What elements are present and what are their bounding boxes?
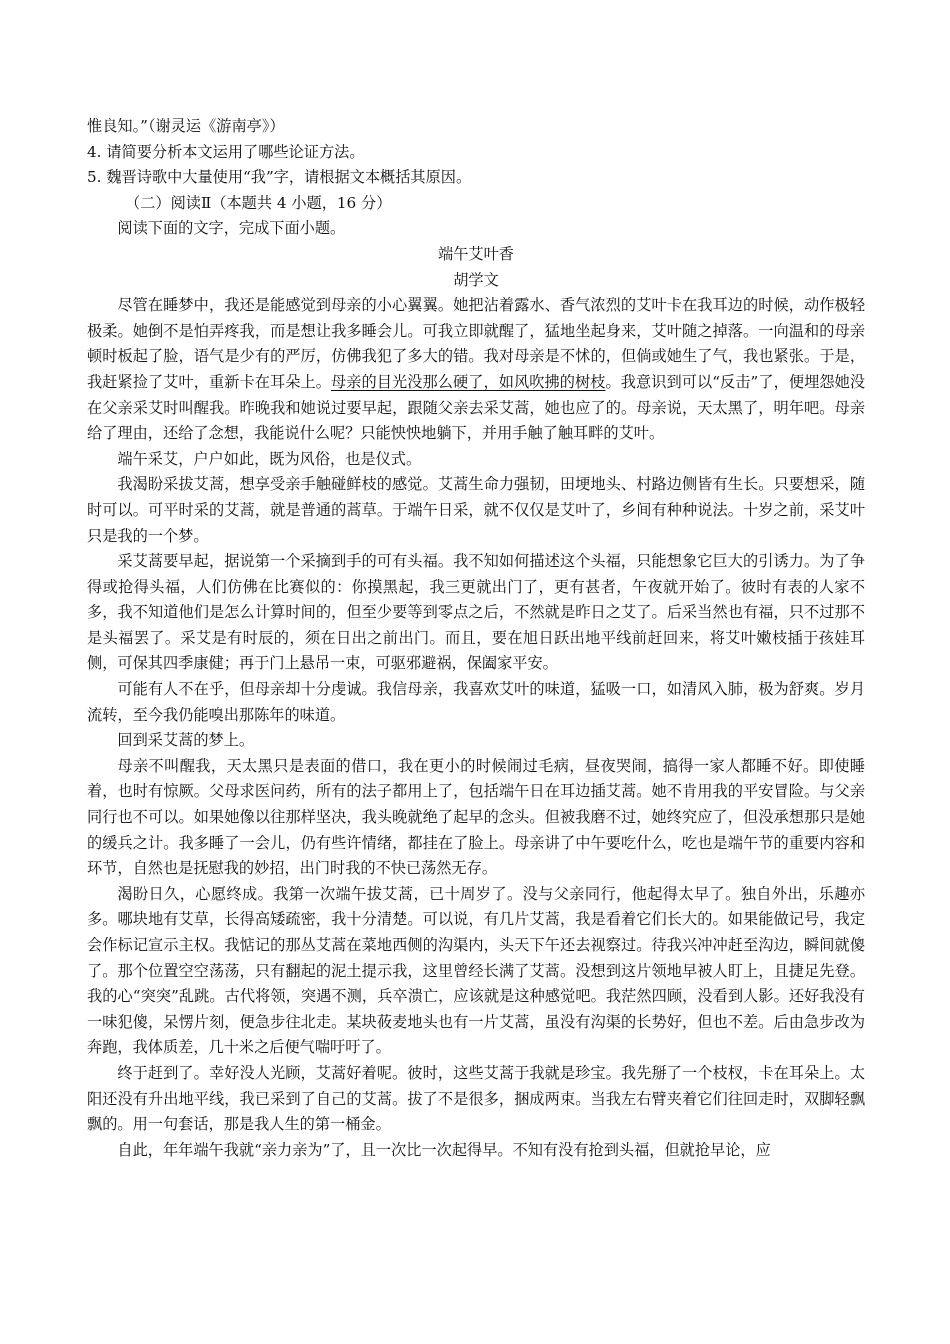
paragraph: 采艾蒿要早起，据说第一个采摘到手的可有头福。我不知如何描述这个头福，只能想象它巨大的引诱力。为了争得或抢得头福，人们仿佛在比赛似的：你摸黑起，我三更就出门了，更有甚者，午夜就开始了。彼时有表的人家不多，我不知道他们是怎么计算时间的，但至少要等到零点之后，不然就是昨日之艾了。后采当然也有福，只不过那不是头福罢了。采艾是有时辰的，须在日出之前出门。而且，要在旭日跃出地平线前赶回来，将艾叶嫩枝插于孩娃耳侧，可保其四季康健；再于门上悬吊一束，可驱邪避祸，保阖家平安。	[87, 552, 865, 673]
paragraph: 可能有人不在乎，但母亲却十分虔诚。我信母亲，我喜欢艾叶的味道，猛吸一口，如清风入肺，极为舒爽。岁月流转，至今我仍能嗅出那陈年的味道。	[87, 680, 865, 724]
section-heading: （二）阅读Ⅱ（本题共 4 小题，16 分）	[125, 193, 392, 212]
paragraph-1-text-a: 尽管在睡梦中，我还是能感觉到母亲的小心翼翼。她把沾着露水、香气浓烈的艾叶卡在我耳边的时候，动作极轻极柔。她倒不是怕弄疼我，而是想让我多睡会儿。可我立即就醒了，猛地坐起身来，艾叶随之掉落。一向温和的母亲顿时板起了脸，语气是少有的严厉，仿佛我犯了多大的错。我对母亲是不怵的，但倘或她生了气，我也紧张。于是，我赶紧捡了艾叶，重新卡在耳朵上。	[87, 296, 865, 391]
paragraph: 母亲不叫醒我，天太黑只是表面的借口，我在更小的时候闹过毛病，昼夜哭闹，搞得一家人都睡不好。即使睡着，也时有惊厥。父母求医问药，所有的法子都用上了，包括端午日在耳边插艾蒿。她不肯用我的平安冒险。与父亲同行也不可以。如果她像以往那样坚决，我头晚就绝了起早的念头。但被我磨不过，她终究应了，但没承想那只是她的缓兵之计。我多睡了一会儿，仍有些许情绪，都挂在了脸上。母亲讲了中午要吃什么，吃也是端午节的重要内容和环节，自然也是抚慰我的妙招，出门时我的不快已荡然无存。	[87, 756, 865, 878]
document-page	[87, 114, 865, 1163]
paragraph-1-text-b: 。我意识到可以“反击”了，便埋怨她没在父亲采艾时叫醒我。昨晚我和她说过要早起，跟随父亲去采艾蒿，她也应了的。母亲说，天太黑了，明年吧。母亲给了理由，还给了念想，我能说什么呢？只能怏怏地躺下，并用手触了触耳畔的艾叶。	[87, 372, 866, 443]
paragraph: 回到采艾蒿的梦上。	[117, 731, 255, 750]
paragraph-1	[87, 293, 865, 447]
paragraph: 自此，年年端午我就“亲力亲为”了，且一次比一次起得早。不知有没有抢到头福，但就抢早论，应	[117, 1140, 771, 1159]
question-5: 5. 魏晋诗歌中大量使用“我”字，请根据文本概括其原因。	[87, 168, 472, 187]
instruction: 阅读下面的文字，完成下面小题。	[117, 219, 346, 238]
paragraph: 我渴盼采拔艾蒿，想享受亲手触碰鲜枝的感觉。艾蒿生命力强韧，田埂地头、村路边侧皆有生长。只要想采，随时可以。可平时采的艾蒿，就是普通的蒿草。于端午日采，就不仅仅是艾叶了，乡间有种种说法。十岁之前，采艾叶只是我的一个梦。	[87, 475, 865, 545]
underlined-sentence: 母亲的目光没那么硬了，如风吹拂的树枝	[330, 372, 606, 391]
paragraph: 端午采艾，户户如此，既为风俗，也是仪式。	[117, 449, 422, 468]
question-4: 4. 请简要分析本文运用了哪些论证方法。	[87, 142, 365, 161]
article-title: 端午艾叶香	[438, 244, 514, 263]
paragraph: 渴盼日久，心愿终成。我第一次端午拔艾蒿，已十周岁了。没与父亲同行，他起得太早了。独自外出，乐趣亦多。哪块地有艾草，长得高矮疏密，我十分清楚。可以说，有几片艾蒿，我是看着它们长大的。如果能做记号，我定会作标记宣示主权。我惦记的那丛艾蒿在菜地西侧的沟渠内，头天下午还去视察过。待我兴冲冲赶至沟边，瞬间就傻了。那个位置空空荡荡，只有翻起的泥土提示我，这里曾经长满了艾蒿。没想到这片领地早被人盯上，且捷足先登。我的心“突突”乱跳。古代将领，突遇不测，兵卒溃亡，应该就是这种感觉吧。我茫然四顾，没看到人影。还好我没有一味犯傻，呆愣片刻，便急步往北走。某块莜麦地头也有一片艾蒿，虽没有沟渠的长势好，但也不差。后由急步改为奔跑，我体质差，几十米之后便气喘吁吁了。	[87, 884, 865, 1057]
article-author: 胡学文	[453, 270, 499, 289]
previous-question-tail: 惟良知。”（谢灵运《游南亭》）	[87, 117, 285, 135]
paragraph: 终于赶到了。幸好没人光顾，艾蒿好着呢。彼时，这些艾蒿于我就是珍宝。我先掰了一个枝杈，卡在耳朵上。太阳还没有升出地平线，我已采到了自己的艾蒿。拔了不是很多，捆成两束。当我左右臂夹着它们往回走时，双脚轻飘飘的。用一句套话，那是我人生的第一桶金。	[87, 1063, 865, 1134]
